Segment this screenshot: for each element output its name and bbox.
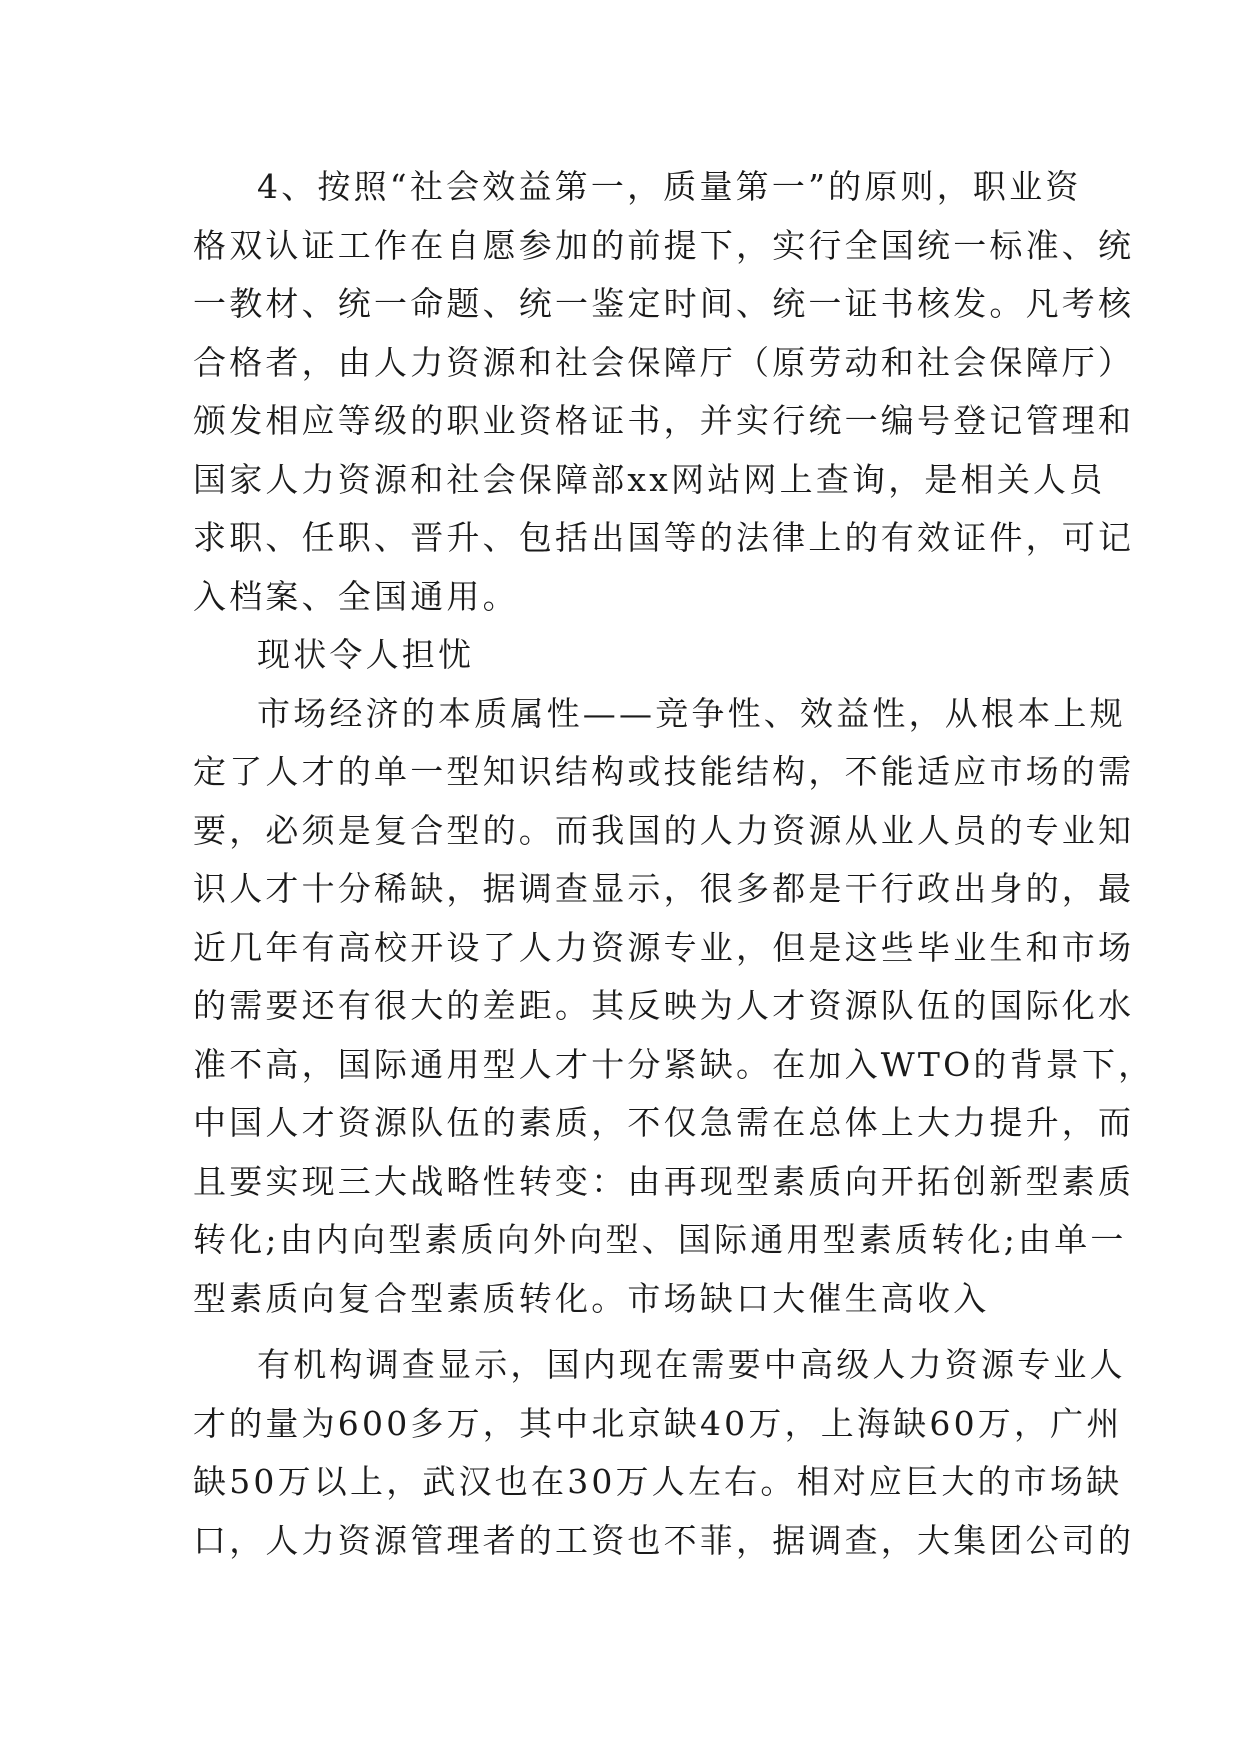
paragraph-line: 有机构调查显示，国内现在需要中高级人力资源专业人 — [257, 1345, 1126, 1384]
paragraph-line: 定了人才的单一型知识结构或技能结构，不能适应市场的需 — [193, 752, 1135, 791]
paragraph-line: 一教材、统一命题、统一鉴定时间、统一证书核发。凡考核 — [193, 284, 1135, 323]
paragraph-line: 口，人力资源管理者的工资也不菲，据调查，大集团公司的 — [193, 1520, 1135, 1560]
paragraph-line: 转化;由内向型素质向外向型、国际通用型素质转化;由单一 — [193, 1220, 1127, 1259]
paragraph-line: 国家人力资源和社会保障部xx网站网上查询，是相关人员 — [193, 459, 1106, 499]
paragraph-line: 格双认证工作在自愿参加的前提下，实行全国统一标准、统 — [193, 225, 1135, 265]
paragraph-line: 准不高，国际通用型人才十分紧缺。在加入WTO的背景下， — [193, 1044, 1155, 1084]
paragraph-line: 且要实现三大战略性转变：由再现型素质向开拓创新型素质 — [193, 1161, 1135, 1201]
paragraph-line: 识人才十分稀缺，据调查显示，很多都是干行政出身的，最 — [193, 869, 1135, 908]
paragraph-line: 入档案、全国通用。 — [193, 576, 519, 616]
paragraph-line: 中国人才资源队伍的素质，不仅急需在总体上大力提升，而 — [193, 1103, 1135, 1142]
paragraph-line: 4、按照“社会效益第一，质量第一”的原则，职业资 — [257, 167, 1082, 206]
paragraph-line: 近几年有高校开设了人力资源专业，但是这些毕业生和市场 — [193, 927, 1135, 967]
paragraph-line: 合格者，由人力资源和社会保障厅（原劳动和社会保障厅） — [193, 342, 1135, 382]
paragraph-line: 才的量为600多万，其中北京缺40万，上海缺60万，广州 — [193, 1403, 1123, 1443]
document-body — [193, 158, 1155, 1570]
paragraph-line: 缺50万以上，武汉也在30万人左右。相对应巨大的市场缺 — [193, 1462, 1123, 1501]
paragraph-line: 颁发相应等级的职业资格证书，并实行统一编号登记管理和 — [193, 401, 1135, 440]
paragraph-line: 的需要还有很大的差距。其反映为人才资源队伍的国际化水 — [193, 986, 1135, 1025]
paragraph-line: 市场经济的本质属性——竞争性、效益性，从根本上规 — [257, 693, 1126, 733]
paragraph-line: 要，必须是复合型的。而我国的人力资源从业人员的专业知 — [193, 810, 1135, 850]
paragraph-line: 型素质向复合型素质转化。市场缺口大催生高收入 — [193, 1278, 990, 1318]
paragraph-line: 求职、任职、晋升、包括出国等的法律上的有效证件，可记 — [193, 518, 1135, 557]
section-heading: 现状令人担忧 — [257, 635, 475, 674]
